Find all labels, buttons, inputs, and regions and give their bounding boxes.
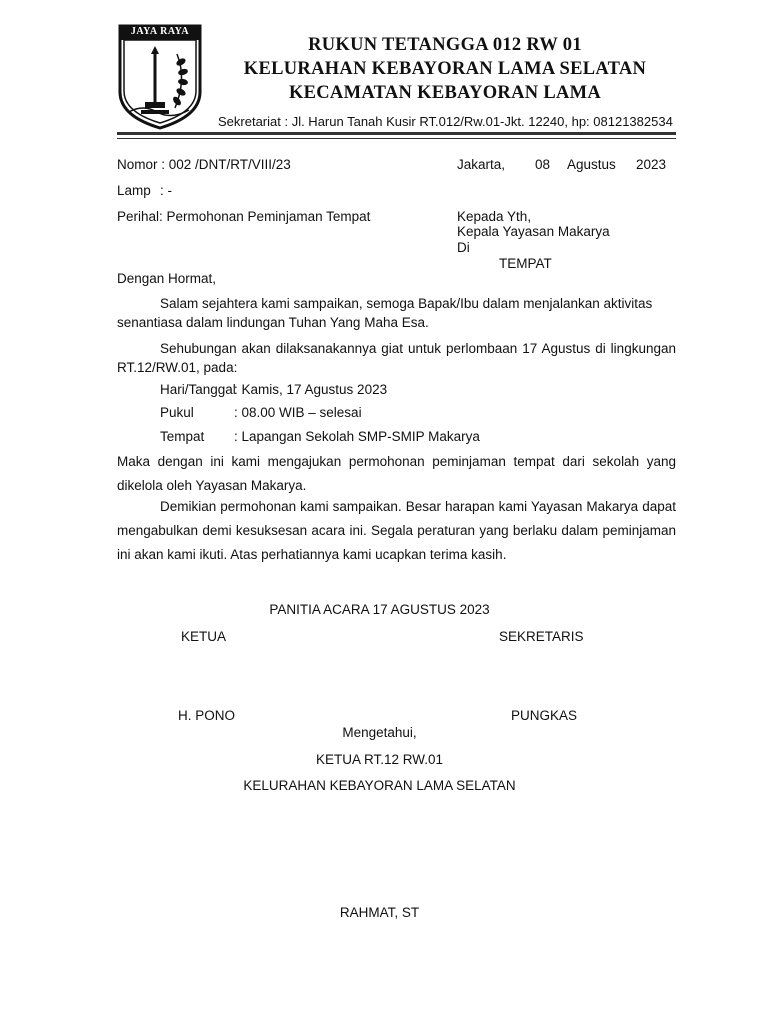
emblem-text: JAYA RAYA [130, 26, 190, 37]
rt-head-name: RAHMAT, ST [339, 905, 420, 920]
letterhead-title-rt: RUKUN TETANGGA 012 RW 01 [308, 35, 582, 55]
recipient-salutation: Kepada Yth, [457, 209, 532, 224]
subject-label: Perihal [117, 209, 160, 224]
letter-city: Jakarta, [457, 157, 506, 172]
header-rule-thin [117, 138, 676, 139]
paragraph-request: Maka dengan ini kami mengajukan permohonan peminjaman tempat dari sekolah yang dikelola oleh Yayasan Makarya. [117, 454, 676, 493]
rt-head-title: KETUA RT.12 RW.01 [315, 752, 444, 767]
detail-label-place: Tempat [160, 429, 205, 444]
secretariat-address: Sekretariat : Jl. Harun Tanah Kusir RT.012/Rw.01-Jkt. 12240, hp: 08121382534 [218, 114, 673, 129]
attachment-label: Lamp [117, 183, 151, 198]
attachment-value: : - [160, 183, 172, 198]
chair-title: KETUA [181, 629, 227, 644]
detail-value-place: : Lapangan Sekolah SMP-SMIP Makarya [234, 429, 480, 444]
detail-label-time: Pukul [160, 405, 194, 420]
letter-year: 2023 [636, 157, 667, 172]
chair-name: H. PONO [178, 708, 236, 723]
acknowledged-label: Mengetahui, [342, 725, 417, 740]
letter-day: 08 [535, 157, 551, 172]
recipient-name: Kepala Yayasan Makarya [457, 224, 610, 239]
detail-value-date: : Kamis, 17 Agustus 2023 [234, 382, 388, 397]
jaya-raya-emblem [117, 24, 203, 130]
subject-value: : Permohonan Peminjaman Tempat [159, 209, 371, 224]
letterhead-title-kecamatan: KECAMATAN KEBAYORAN LAMA [288, 83, 602, 103]
greeting: Dengan Hormat, [117, 271, 217, 286]
rt-head-organization: KELURAHAN KEBAYORAN LAMA SELATAN [243, 778, 516, 793]
secretary-title: SEKRETARIS [499, 629, 584, 644]
paragraph-opening: Salam sejahtera kami sampaikan, semoga Bapak/Ibu dalam menjalankan aktivitas senantiasa dalam lindungan Tuhan Yang Maha Esa. [117, 296, 653, 330]
letter-month: Agustus [567, 157, 616, 172]
secretary-name: PUNGKAS [511, 708, 578, 723]
recipient-at: Di [457, 240, 470, 255]
paragraph-purpose: Sehubungan akan dilaksanakannya giat untuk perlombaan 17 Agustus di lingkungan RT.12/RW.01, pada: [117, 341, 676, 375]
committee-title: PANITIA ACARA 17 AGUSTUS 2023 [269, 602, 490, 617]
detail-label-date: Hari/Tanggal [160, 382, 236, 397]
detail-value-time: : 08.00 WIB – selesai [234, 405, 362, 420]
recipient-place: TEMPAT [499, 256, 552, 271]
paragraph-closing: Demikian permohonan kami sampaikan. Besar harapan kami Yayasan Makarya dapat mengabulkan demi kesuksesan acara ini. Segala peraturan yang berlaku dalam peminjaman ini akan kami ikuti. Atas perhatiannya kami ucapkan terima kasih. [117, 499, 676, 562]
letterhead-title-kelurahan: KELURAHAN KEBAYORAN LAMA SELATAN [243, 59, 647, 79]
letter-number: Nomor : 002 /DNT/RT/VIII/23 [117, 157, 291, 172]
header-rule-thick [117, 132, 676, 135]
